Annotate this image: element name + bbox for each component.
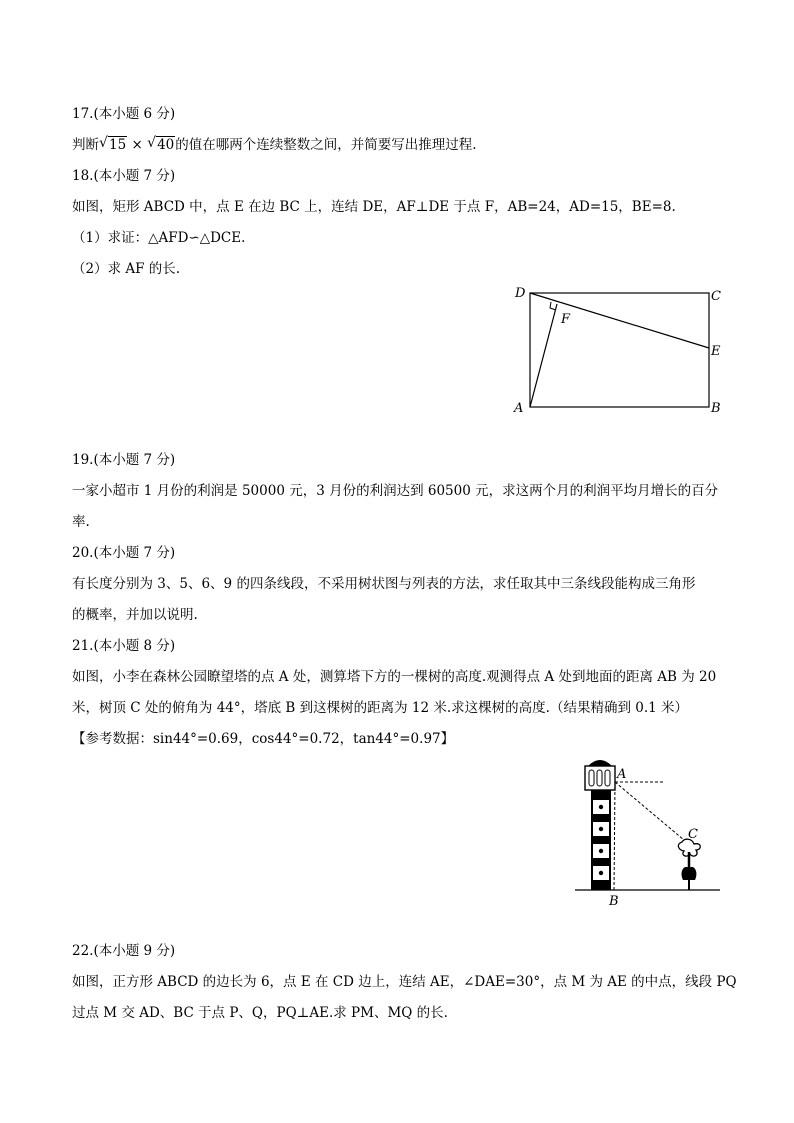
tower-figure (570, 752, 730, 912)
label-d: D (515, 286, 526, 301)
label-c: C (711, 289, 721, 304)
q22-line1: 如图，正方形 ABCD 的边长为 6，点 E 在 CD 边上，连结 AE，∠DAE=30°，点 M 为 AE 的中点，线段 PQ (72, 974, 737, 990)
q18-part1: （1）求证：△AFD∽△DCE. (72, 230, 246, 246)
label-b: B (711, 401, 721, 416)
label-e: E (711, 344, 721, 359)
q17-post: 的值在哪两个连续整数之间，并简要写出推理过程. (175, 137, 477, 153)
segment-de (530, 293, 709, 348)
sight-line-dashed (615, 782, 684, 840)
tower-roof (588, 760, 612, 766)
sqrt-15: √ 15 (99, 135, 127, 153)
ab-dashed (614, 782, 615, 890)
label-c: C (688, 827, 698, 842)
q17-text (72, 135, 477, 155)
q19-line1: 一家小超市 1 月份的利润是 50000 元，3 月份的利润达到 60500 元，求这两个月的利润平均月增长的百分 (72, 483, 719, 499)
q22-heading: 22.(本小题 9 分) (72, 943, 176, 959)
q18-heading: 18.(本小题 7 分) (72, 168, 176, 184)
q18-line1: 如图，矩形 ABCD 中，点 E 在边 BC 上，连结 DE，AF⊥DE 于点 F，AB=24，AD=15，BE=8. (72, 199, 676, 215)
tree-icon (678, 839, 700, 890)
q21-line2: 米，树顶 C 处的俯角为 44°，塔底 B 到这棵树的距离为 12 米.求这棵树的高度.（结果精确到 0.1 米） (72, 700, 689, 716)
right-angle-mark (550, 302, 556, 310)
q21-ref: 【参考数据：sin44°=0.69，cos44°=0.72，tan44°=0.97】 (72, 731, 455, 747)
q20-line2: 的概率，并加以说明. (72, 607, 198, 623)
q18-part2: （2）求 AF 的长. (72, 261, 181, 277)
q19-line2: 率. (72, 514, 90, 530)
label-a: A (617, 767, 627, 782)
q17-pre: 判断 (72, 137, 99, 153)
q21-heading: 21.(本小题 8 分) (72, 638, 176, 654)
q19-heading: 19.(本小题 7 分) (72, 452, 176, 468)
q22-line2: 过点 M 交 AD、BC 于点 P、Q，PQ⊥AE.求 PM、MQ 的长. (72, 1005, 448, 1021)
rect-abcd (530, 293, 709, 407)
sqrt-40: √ 40 (147, 135, 175, 153)
q20-heading: 20.(本小题 7 分) (72, 545, 176, 561)
rectangle-figure (505, 285, 725, 425)
q17-heading: 17.(本小题 6 分) (72, 106, 176, 122)
times-sign: × (131, 137, 143, 153)
label-a: A (514, 401, 524, 416)
label-f: F (561, 312, 571, 327)
q20-line1: 有长度分别为 3、5、6、9 的四条线段，不采用树状图与列表的方法，求任取其中三条线段能构成三角形 (72, 576, 696, 592)
segment-af (530, 304, 557, 407)
label-b: B (609, 894, 619, 909)
q21-line1: 如图，小李在森林公园瞭望塔的点 A 处，测算塔下方的一棵树的高度.观测得点 A 处到地面的距离 AB 为 20 (72, 669, 717, 685)
